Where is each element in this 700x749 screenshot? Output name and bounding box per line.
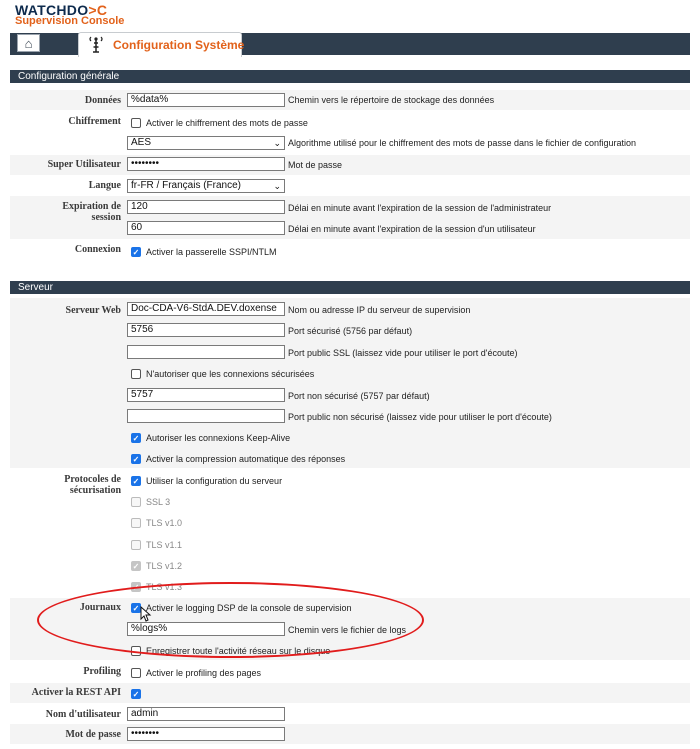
- label-serveur-web: Serveur Web: [65, 305, 121, 316]
- public-ssl-port-input[interactable]: [127, 345, 285, 359]
- tls11-checkbox[interactable]: [131, 540, 141, 550]
- public-unsecure-port-input[interactable]: [127, 409, 285, 423]
- server-host-input[interactable]: Doc-CDA-V6-StdA.DEV.doxense: [127, 302, 285, 316]
- admin-expiration-desc: Délai en minute avant l'expiration de la session de l'administrateur: [288, 203, 552, 213]
- logs-path-desc: Chemin vers le fichier de logs: [288, 625, 407, 635]
- label-langue: Langue: [88, 180, 121, 191]
- label-username: Nom d'utilisateur: [45, 709, 121, 720]
- data-path-input[interactable]: %data%: [127, 93, 285, 107]
- tls12-label: TLS v1.2: [146, 561, 183, 571]
- algorithm-desc: Algorithme utilisé pour le chiffrement des mots de passe dans le fichier de configuration: [288, 138, 637, 148]
- logs-path-input[interactable]: %logs%: [127, 622, 285, 636]
- logo-subtitle: Supervision Console: [15, 15, 125, 27]
- secure-only-label: N'autoriser que les connexions sécurisées: [146, 369, 315, 379]
- server-host-desc: Nom ou adresse IP du serveur de supervision: [288, 305, 471, 315]
- tls10-label: TLS v1.0: [146, 518, 183, 528]
- public-unsecure-port-desc: Port public non sécurisé (laissez vide pour utiliser le port d'écoute): [288, 412, 552, 422]
- chevron-down-icon: ⌄: [273, 138, 281, 148]
- section-header-serveur: Serveur: [10, 281, 690, 294]
- ssl3-checkbox[interactable]: [131, 497, 141, 507]
- secure-port-input[interactable]: 5756: [127, 323, 285, 337]
- profiling-checkbox[interactable]: [131, 668, 141, 678]
- tls11-label: TLS v1.1: [146, 540, 183, 550]
- compression-label: Activer la compression automatique des réponses: [146, 454, 346, 464]
- superuser-password-input[interactable]: ••••••••: [127, 157, 285, 171]
- label-super-utilisateur: Super Utilisateur: [47, 159, 121, 170]
- password-input[interactable]: ••••••••: [127, 727, 285, 741]
- data-path-desc: Chemin vers le répertoire de stockage des données: [288, 95, 495, 105]
- mouse-cursor-icon: [140, 606, 152, 625]
- tls13-label: TLS v1.3: [146, 582, 183, 592]
- home-button[interactable]: [17, 34, 40, 52]
- encryption-checkbox-label: Activer le chiffrement des mots de passe: [146, 118, 308, 128]
- admin-expiration-input[interactable]: 120: [127, 200, 285, 214]
- rest-api-checkbox[interactable]: ✓: [132, 690, 140, 699]
- label-profiling: Profiling: [83, 666, 121, 677]
- algorithm-select[interactable]: AES ⌄: [127, 136, 285, 150]
- row-serveur-web: [10, 298, 690, 468]
- chevron-down-icon: ⌄: [273, 181, 281, 191]
- user-expiration-desc: Délai en minute avant l'expiration de la session d'un utilisateur: [288, 224, 536, 234]
- logging-label: Activer le logging DSP de la console de supervision: [146, 603, 352, 613]
- label-rest-api: Activer la REST API: [31, 687, 121, 698]
- sspi-checkbox-label: Activer la passerelle SSPI/NTLM: [146, 247, 277, 257]
- sspi-checkbox[interactable]: ✓: [132, 248, 140, 257]
- label-password: Mot de passe: [65, 729, 121, 740]
- tower-icon: [83, 33, 109, 55]
- section-header-general: Configuration générale: [10, 70, 690, 83]
- unsecure-port-desc: Port non sécurisé (5757 par défaut): [288, 391, 430, 401]
- username-input[interactable]: admin: [127, 707, 285, 721]
- home-icon: ⌂: [24, 35, 33, 51]
- user-expiration-input[interactable]: 60: [127, 221, 285, 235]
- public-ssl-port-desc: Port public SSL (laissez vide pour utiliser le port d'écoute): [288, 348, 518, 358]
- superuser-desc: Mot de passe: [288, 160, 343, 170]
- profiling-label: Activer le profiling des pages: [146, 668, 262, 678]
- secure-port-desc: Port sécurisé (5756 par défaut): [288, 326, 413, 336]
- label-journaux: Journaux: [79, 602, 121, 613]
- tls10-checkbox[interactable]: [131, 518, 141, 528]
- ssl3-label: SSL 3: [146, 497, 171, 507]
- encryption-checkbox[interactable]: [131, 118, 141, 128]
- logging-checkbox[interactable]: ✓: [132, 604, 140, 613]
- use-server-config-label: Utiliser la configuration du serveur: [146, 476, 283, 486]
- use-server-config-checkbox[interactable]: ✓: [132, 477, 140, 486]
- tls13-checkbox[interactable]: ✓: [132, 583, 140, 592]
- label-expiration: Expiration de session: [62, 201, 121, 223]
- compression-checkbox[interactable]: ✓: [132, 455, 140, 464]
- tls12-checkbox[interactable]: ✓: [132, 562, 140, 571]
- label-donnees: Données: [84, 95, 121, 106]
- logo: WATCHDO>C: [15, 2, 108, 18]
- label-protocoles: Protocoles de sécurisation: [64, 474, 121, 496]
- highlight-oval: [37, 582, 424, 658]
- label-chiffrement: Chiffrement: [68, 116, 121, 127]
- secure-only-checkbox[interactable]: [131, 369, 141, 379]
- unsecure-port-input[interactable]: 5757: [127, 388, 285, 402]
- network-log-label: Enregistrer toute l'activité réseau sur le disque: [146, 646, 331, 656]
- tab-label: Configuration Système: [113, 38, 245, 52]
- keepalive-checkbox[interactable]: ✓: [132, 434, 140, 443]
- language-select[interactable]: fr-FR / Français (France) ⌄: [127, 179, 285, 193]
- label-connexion: Connexion: [74, 244, 121, 255]
- keepalive-label: Autoriser les connexions Keep-Alive: [146, 433, 291, 443]
